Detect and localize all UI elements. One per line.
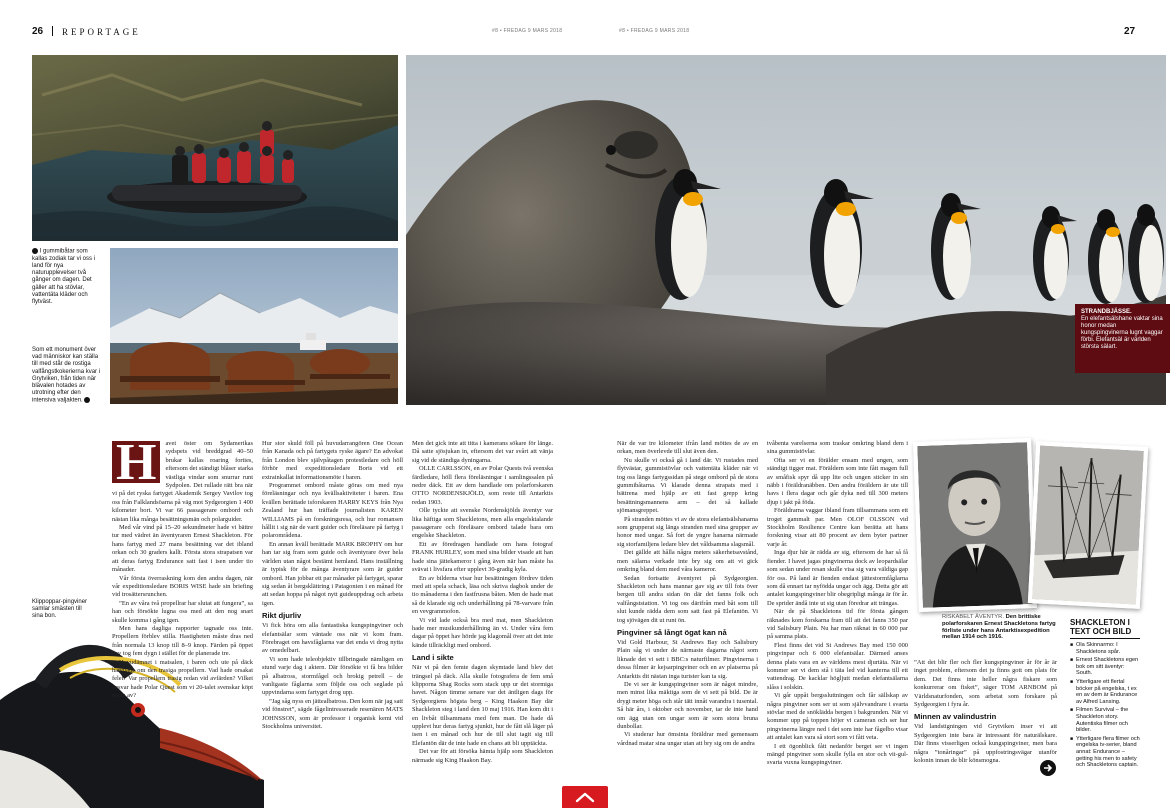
- endurance-ship-art: [1032, 445, 1144, 604]
- rockhopper-caption: Klippoppar-pingviner samlar smästen till sina bon.: [32, 599, 88, 620]
- article-paragraph: ”En av våra två propellrar har slutat att fungera”, sa han och försökte lugna oss med att den nog snart skulle komma i gång igen.: [112, 599, 253, 624]
- article-paragraph: Vid Gold Harbour, St Andrews Bay och Salisbury Plain såg vi under de närmaste dagarna något som liknade det vi sett i BBC:s naturfilmer. Pingvinerna i dessa filmer är kejsarpingviner och en av platserna på Antarktis dit nästan inga turister kan ta sig.: [617, 638, 758, 680]
- scroll-up-button[interactable]: [562, 786, 608, 808]
- subheading-land-i-sikte: Land i sikte: [412, 653, 454, 663]
- article-paragraph: Vi går uppåt bergssluttningen och får sällskap av några pingviner som ser ut som självvandrare i svarta stövlar med de snöklädda bergen i bakgrunden. När vi kommer upp på toppen höjer vi cameran och ser hur pingvinerna längre ned i det som inte har fågelbo visar att antalet kan vara så stort som vi fått veta.: [767, 692, 908, 742]
- endurance-ship-photo: [1028, 441, 1148, 609]
- factbox-item: ■ Ytterligare flera filmer och engelska tv-serier, bland annat: Endurance – getting his men to safety och Shackletons captain.: [1070, 736, 1140, 769]
- subheading-rikt-djurliv: Rikt djurliv: [262, 611, 302, 621]
- shackleton-caption: [942, 614, 1060, 641]
- zodiac-photo: [32, 55, 398, 241]
- article-paragraph: Det var för att försöka hämta hjälp som Shackleton närmade sig King Haakon Bay.: [412, 748, 553, 764]
- article-paragraph: När de på Shackletons tid för första gången räknades kom forskarna fram till att det fanns 350 par vid Salisbury Plain. Nu har man räknat in 60 000 par på samma plats.: [767, 608, 908, 641]
- article-paragraph: En av bilderna visar hur besättningen fördrev tiden med att spela schack, läsa och skriva dagbok under de tio månaderna i den fastfrusna båten. Men de hade mat så de klarade sig och underhållning på 78-varvare från en vevgrammofon.: [412, 574, 553, 616]
- article-paragraph: De vi ser är kungspingviner som är något mindre, men minst lika mäktiga som de vi sett på bild. De är drygt meter höga och står tätt innåt varandra i tusental. Så här års, i oktober och november, tar de inte hand om ägg utan om ungar som är som stora bruna dunbollar.: [617, 680, 758, 730]
- shackleton-factbox: [1070, 618, 1140, 771]
- article-column-1: [112, 440, 253, 740]
- right-folio: #8 • FREDAG 9 MARS 2018: [619, 28, 690, 34]
- section-title: REPORTAGE: [62, 27, 141, 37]
- factbox-item: ■ Ytterligare ett flertal böcker på engelska, t ex en av dem är Endurance av Alfred Lansing.: [1070, 679, 1140, 705]
- shackleton-caption-title: RISKABELT ÄVENTYR.: [942, 614, 1004, 620]
- article-paragraph: Huvudämnet i matsalen, i baren och ute på däck handlade om den trasiga propellern. Vad hade orsakat felet? Var propellern trasig redan vid avfärden? Vilket ansvar hade Polar Quest som vi 20-talet svenskar köpt resan av?: [112, 658, 253, 700]
- shackleton-portrait-art: [917, 442, 1033, 608]
- factbox-item: ■ Ola Skinnarmo: I Shackletons spår.: [1070, 642, 1140, 655]
- article-paragraph: Programmet ombord måste göras om med nya föreläsningar och nya kvällsaktiviteter i baren. Ena kvällen berättade isforskaren HARRY KEYS från Nya Zealand hur han träffade journalisten KAREN WILLIAMS på en forskningsresa, och hur romansen hållit i sig när de varit guider och föreläsare på fartyg i polarområdena.: [262, 482, 403, 540]
- article-column-4: [617, 440, 758, 780]
- monument-caption: [32, 347, 104, 405]
- article-paragraph: avet öster om Sydamerikas sydspets vid breddgrad 40–50 brukar kallas roaring forties, eftersom det ständigt blåser starka västliga vindar som snurrar runt Sydpolen. Det rullade rätt bra när vi på det ryska fartyget Akademik Sergey Vavilov tog oss från Falklandsöarna på väg mot Sydgeorgien 1 400 kilometer bort. Vi var 66 passagerare ombord och nästan lika många besättningsmän och polarguider.: [112, 440, 253, 523]
- article-paragraph: Föräldrarna vaggar ibland fram tillsammans som ett troget gammalt par. Men OLOF OLSSON vid Stockholm Resilience Centre kan berätta att hans forskning visar att 80 procent av dem byter partner varje år.: [767, 507, 908, 548]
- zodiac-photo-art: [32, 55, 398, 241]
- article-column-5: [767, 440, 908, 780]
- whaling-station-art: [110, 248, 398, 404]
- monument-caption-text: Som ett monument över vad människor kan ställa till med står de rostiga valfångstkokerierna kvar i Grytviken, från tiden när blävalen hotades av utrotning efter den intensiva valjakten.: [32, 347, 101, 404]
- seal-overlay-caption: [1075, 304, 1170, 373]
- shackleton-portrait: [913, 438, 1037, 612]
- elephant-seal-photo: [406, 55, 1166, 405]
- article-column-2: [262, 440, 403, 780]
- overlay-text: En elefantsälshane vaktar sina honor medan kungspingvinerna lugnt vaggar förbi. Elefantsäl är världen största sälart.: [1081, 316, 1163, 350]
- header-divider: [52, 26, 53, 36]
- chevron-up-icon: [562, 786, 608, 808]
- article-paragraph: En annan kväll berättade MARK BROPHY om hur han tar sig fram som guide och äventyrare över hela världen utan något bestämt hemland. Hans inställning är typisk för de många äventyrare som är guider ombord. Han jobbar ett par månader på fartyget, sparar sig sedan åt bergsklättring i Patagonien i en månad för att sedan hoppa på något nytt guideuppdrag och arbeta igen.: [262, 540, 403, 607]
- overlay-title: STRANDBJÄSSE.: [1081, 309, 1132, 315]
- article-paragraph: Inga djur här är rädda av sig, eftersom de har så få fiender. I havet jagas pingvinerna dock av leopardsälar som sedan under resan skulle visa sig vara väldiga gap för oss. På land är fienden endast jättestormfåglarna som då ennart tar nyfödda ungar och ägg. Detta gör att antalet kungspingviner blir obegripligt många är för år. De sprider ändå inte ut sig utan föredrar att trängas.: [767, 549, 908, 607]
- factbox-list: [1070, 642, 1140, 769]
- factbox-item: ■ Ernest Shackletons egen bok om sitt äventyr: South.: [1070, 657, 1140, 677]
- elephant-seal-art: [406, 55, 1166, 405]
- article-paragraph: OLLE CARLSSON, en av Polar Quests två svenska färdledare, höll flera föreläsningar i samlingssalen på nedre däck. Ett av dem handlade om polarforskaren OTTO NORDENSKJÖLD, som reste till Antarktis redan 1903.: [412, 465, 553, 506]
- subheading-minnen: Minnen av valindustrin: [914, 712, 997, 722]
- subheading-pingviner: Pingviner så långt ögat kan nå: [617, 627, 727, 637]
- article-paragraph: Vid landstigningen vid Grytviken inser vi att Sydgeorgien inte bara är intressant för naturälskare. Där finns visserligen också kungspingviner, men bara några ”tonåringar” på uppfostringsvägar utanför kolonin innan de blir könsmogna.: [914, 723, 1057, 765]
- article-paragraph: Nu skulle vi också gå i land där. Vi rustades med flytvästar, gummistövlar och vattentäta kläder när vi tog oss längs fartygssidan på stege ombord på de stora gummibåtarna. Vi klarade denna strapats med i bättrena med hjälp av ett fast grepp kring besättningsmannens arm – det så kallade sjömansgreppet.: [617, 456, 758, 515]
- article-paragraph: ”Jag såg nyss en jättealbatross. Den kom när jag satt vid fönstret”, sägde fågelintresserade resenären MATS JOHNSSON, som är professor i organisk kemi vid Stockholms universitet.: [262, 697, 403, 730]
- article-column-3: [412, 440, 553, 780]
- article-paragraph: Olle tyckte att svenske Nordenskjölds äventyr var lika häftiga som Shackletons, men alla engelsktalande passagerare och föreläsare ombord talade bara om engelske Shackleton.: [412, 507, 553, 540]
- article-paragraph: Vi som hade teleobjektiv tillbringade nämligen en stund varje dag i aktern. Där försökte vi få bra bilder på albatross, stormfågel och brokig petrell – de vanligaste fåglarna som följde oss och seglade på uppvindarna som fartyget drog upp.: [262, 655, 403, 697]
- article-paragraph: Ett av föredragen handlade om hans fotograf FRANK HURLEY, som med sina bilder visade att han hade sina jättekameror i gång även när han måste ha svävat i livsfara efter upplevt 30-gradig kyla.: [412, 540, 553, 574]
- article-paragraph: Det gällde att hålla några meters säkerhetsavstånd, men sälarna verkade inte bry sig om att vi gick omkring bland dem med våra kameror.: [617, 549, 758, 574]
- article-paragraph: ”Att det blir fler och fler kungspingviner år för år är inget problem, eftersom det ju finns gott om plats för dem. Det finns inte heller några fiskare som konkurrerar om fisket”, säger TOM ARNBOM på Världsnaturfonden, som arbetat som forskare på Sydgeorgien i fyra år.: [914, 659, 1057, 709]
- article-paragraph: Sedan fortsatte äventyret på Sydgeorgien. Shackleton och hans mannar gav sig av till fots över bergen till andra sidan ön där det fanns folk och valfångststation. Vi tog oss därifrån med båt som till slut kunde rädda dem som satt fast på Elefantön. Vi tog sjövägen dit ut runt ön.: [617, 574, 758, 624]
- zodiac-caption: [32, 248, 104, 306]
- bullet-icon: [84, 397, 90, 403]
- article-paragraph: På stranden möttes vi av de stora elefantsälshanarna som grupperat sig längs stranden med sina grupper av honor med ungar. Så fort de yngre hanarna närmade sig storfamiljens ledare blev det våldsamma slagsmål.: [617, 515, 758, 548]
- zodiac-caption-text: I gummibåtar som kallas zodiak tar vi oss i land för nya naturupplevelser två gånger om dagen. Det gäller att ha stövlar, vattentäta kläder och flytväst.: [32, 248, 96, 305]
- article-paragraph: Vi fick höra om alla fantastiska kungspingviner och elefantsälar som väntade oss när vi kom fram. Förebraget om havsfåglarna var det enda vi drog nytta av omedelbart.: [262, 622, 403, 655]
- article-paragraph: Vi vid lade också bra med mat, men Shackleton hade mer musikunderhållning än vi. Under våra fem dagar på öppet hav hörde jag klagomål över att det inte kände tillräckligt med ombord.: [412, 616, 553, 649]
- left-page-number: 26: [32, 26, 44, 37]
- article-paragraph: Flest finns det vid St Andrews Bay med 150 000 pingvinpar och 6 000 elefantsälar. Därmed anses denna plats vara en av världens mest djurtäta. När vi kommer ser vi dem stå i täta led vid kanterna till ett vattendrag. De kacklar högljutt medan elefantsälarna slåss i solskin.: [767, 641, 908, 691]
- article-paragraph: Vår första överraskning kom den andra dagen, när vår expeditionsledare BORIS WISE hade sin briefing vid trosättersrunchen.: [112, 574, 253, 599]
- whaling-station-photo: [110, 248, 398, 404]
- drop-cap: H: [112, 441, 160, 483]
- arrow-right-icon: [1040, 760, 1056, 776]
- article-column-6: [914, 659, 1057, 779]
- factbox-title: SHACKLETON I TEXT OCH BILD: [1070, 618, 1140, 639]
- article-paragraph: När de var tre kilometer ifrån land möttes de av en orkan, men överlevde till slut även den.: [617, 440, 758, 456]
- article-paragraph: Hur stor skuld föll på huvudarrangören One Ocean från Kanada och på fartygets ryske ägare? En advokat från London blev självpåtagen protestledare och höll förhör med expeditionsledare Boris vid ett extrainkallat informationsmöte i baren.: [262, 440, 403, 481]
- article-paragraph: Ofta ser vi en förälder ensam med ungen, som ständigt tigger mat. Föräldern som inte fått magen full av småfisk spyr då upp lite och ungen sticker in sin näbb i föräldranäbben. Den andra föräldern är ute till havs i flera dagar och går dyka ned till 300 meters djup i jakt på föda.: [767, 456, 908, 506]
- article-paragraph: tvåbenta varelserna som traskar omkring bland dem i sina gummistövlar.: [767, 440, 908, 456]
- article-paragraph: När vi på den femte dagen skymtade land blev det trängsel på däck. Alla skulle fotografera de fem små klipporna Shag Rocks som stack upp ur det stormiga havet. Någon timme senare var det äntligen dags för Sydgeorgiens högsta berg – King Haakon Bay där Shackleton steg i land den 10 maj 1916. Han kom dit i en livbåt tillsammans med fem man. De hade då upplevt hur deras fartyg sjunkit, hur de fått slå läger på isen i en månad och hur de till slut tagit sig till Elefantön där de inte hade en chans att bli upptäckta.: [412, 664, 553, 747]
- article-paragraph: Med vår vind på 15–20 sekundmeter hade vi bättre tur med vädret än äventyraren Ernest Shackleton. För hans fartyg med 27 mans besättning var det ibland orkan och 30 graders kallt. Första stora strapatsen var att deras fartyg Endurance satt fast i isen under tio månader.: [112, 524, 253, 574]
- article-paragraph: Vi studerar hur ömsinta föräldrar med gemensam vårdnad matar sina ungar utan att bry sig om de andra: [617, 731, 758, 747]
- bullet-icon: [32, 248, 38, 254]
- article-paragraph: I ett ögonblick fått nedanför berget ser vi ingen mängd pingviner som skulle fylla en stor och vit-gul-svarta vuxna kungspingviner.: [767, 742, 908, 767]
- left-folio: #8 • FREDAG 9 MARS 2018: [492, 28, 563, 34]
- shackleton-caption-text: Den brittiske polarforskaren Ernest Shackletons fartyg förliste under hans Antarktisexpedition mellan 1914 och 1916.: [942, 614, 1056, 641]
- article-paragraph: Men det gick inte att titta i kamerans sökare för länge. Då satte sjösjukan in, eftersom det var svårt att vänja sig vid de ständiga dyningarna.: [412, 440, 553, 464]
- next-page-button[interactable]: [1040, 760, 1056, 776]
- factbox-item: ■ Filmen Survival – the Shackleton story. Autentiska filmer och bilder.: [1070, 707, 1140, 733]
- article-paragraph: Men hans dagliga rapporter tagnade oss inte. Propellern förblev stilla. Hastigheten måste dras ned från normala 13 knop till 8–9 knop. Färden på öppet hav tog fem dygn i stället för de planerade tre.: [112, 624, 253, 658]
- right-page-number: 27: [1124, 26, 1136, 37]
